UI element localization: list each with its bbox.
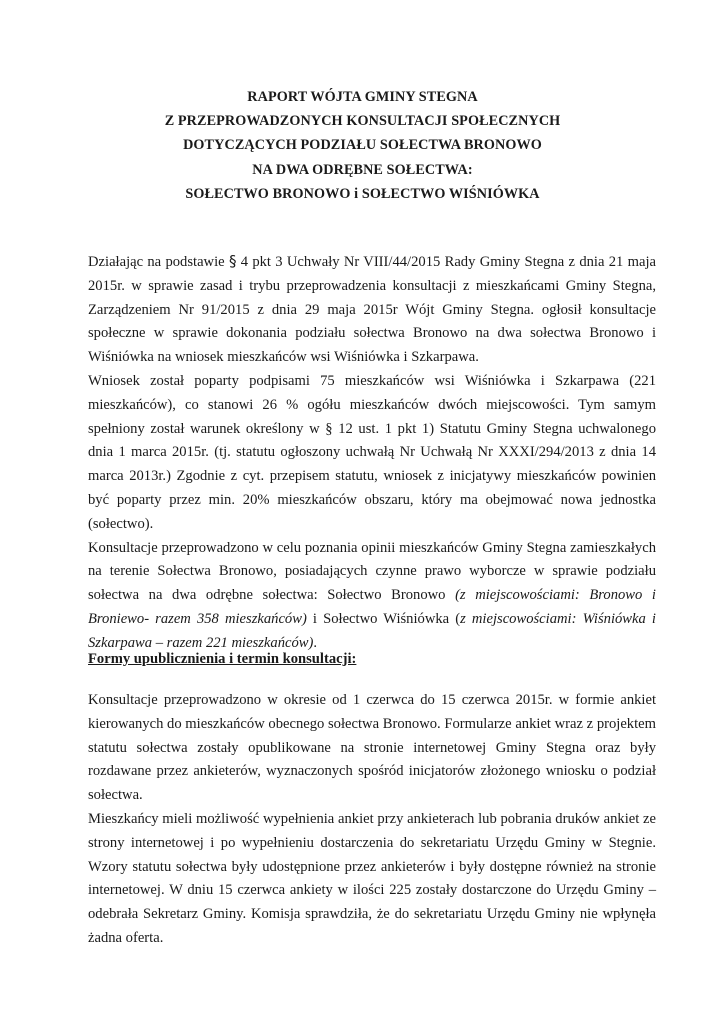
title-line: SOŁECTWO BRONOWO i SOŁECTWO WIŚNIÓWKA <box>185 185 540 202</box>
intro-section <box>88 250 656 656</box>
consultation-section <box>88 689 656 951</box>
consultation-paragraph-1: Konsultacje przeprowadzono w okresie od 1 czerwca do 15 czerwca 2015r. w formie ankiet kierowanych do mieszkańców obecnego sołectwa Bronowo. Formularze ankiet wraz z projektem statutu sołectwa zostały opublikowane na stronie internetowej Gminy Stegna oraz były rozdawane przez ankieterów, wyznaczonych spośród inicjatorów złożonego wniosku o podział sołectwa. <box>88 692 656 804</box>
section-sign: § <box>228 252 237 270</box>
title-line: Z PRZEPROWADZONYCH KONSULTACJI SPOŁECZNYCH <box>164 113 561 130</box>
intro-paragraph-1: Działając na podstawie § 4 pkt 3 Uchwały Nr VIII/44/2015 Rady Gminy Stegna z dnia 21 maja 2015r. w sprawie zasad i trybu przeprowadzenia konsultacji z mieszkańcami Gminy Stegna, Zarządzeniem Nr 91/2015 z dnia 29 maja 2015r Wójt Gminy Stegna. ogłosił konsultacje społeczne w sprawie dokonania podziału sołectwa Bronowo na dwa sołectwa Bronowo i Wiśniówka na wniosek mieszkańców wsi Wiśniówka i Szkarpawa. <box>88 252 656 366</box>
wisniowka-villages-note: z miejscowościami: Wiśniówka i Szkarpawa – razem 221 mieszkańców) <box>88 610 656 651</box>
report-title <box>0 85 725 206</box>
title-line: RAPORT WÓJTA GMINY STEGNA <box>247 89 478 105</box>
intro-paragraph-3: Konsultacje przeprowadzono w celu poznania opinii mieszkańców Gminy Stegna zamieszkałych na terenie Sołectwa Bronowo, posiadających czynne prawo wyborcze w sprawie podziału sołectwa na dwa odrębne sołectwa: Sołectwo Bronowo (z miejscowościami: Bronowo i Broniewo- razem 358 mieszkańców) i Sołectwo Wiśniówka (z miejscowościami: Wiśniówka i Szkarpawa – razem 221 mieszkańców). <box>88 539 656 651</box>
bronowo-villages-note: (z miejscowościami: Bronowo i Broniewo- razem 358 mieszkańców) <box>88 587 656 627</box>
consultation-paragraph-2: Mieszkańcy mieli możliwość wypełnienia ankiet przy ankieterach lub pobrania druków ankiet ze strony internetowej i po wypełnieniu dostarczenia do sekretariatu Urzędu Gminy w Stegnie. Wzory statutu sołectwa były udostępnione przez ankieterów i były dostępne również na stronie internetowej. W dniu 15 czerwca ankiety w ilości 225 zostały dostarczone do Urzędu Gminy – odebrała Sekretarz Gminy. Komisja sprawdziła, że do sekretariatu Urzędu Gminy nie wpłynęła żadna oferta. <box>88 810 656 946</box>
section-heading: Formy upublicznienia i termin konsultacji: <box>88 651 357 667</box>
title-line: NA DWA ODRĘBNE SOŁECTWA: <box>252 161 473 178</box>
title-line: DOTYCZĄCYCH PODZIAŁU SOŁECTWA BRONOWO <box>183 137 542 154</box>
section-heading-block <box>88 648 656 672</box>
intro-paragraph-2: Wniosek został poparty podpisami 75 mieszkańców wsi Wiśniówka i Szkarpawa (221 mieszkańców), co stanowi 26 % ogółu mieszkańców dwóch miejscowości. Tym samym spełniony został warunek określony w § 12 ust. 1 pkt 1) Statutu Gminy Stegna uchwalonego dnia 1 marca 2015r. (tj. statutu ogłoszony uchwałą Nr Uchwałą Nr XXXI/294/2013 z dnia 14 marca 2013r.) Zgodnie z cyt. przepisem statutu, wniosek z inicjatywy mieszkańców powinien być poparty przez min. 20% mieszkańców obszaru, który ma obejmować nowa jednostka (sołectwo). <box>88 372 656 532</box>
